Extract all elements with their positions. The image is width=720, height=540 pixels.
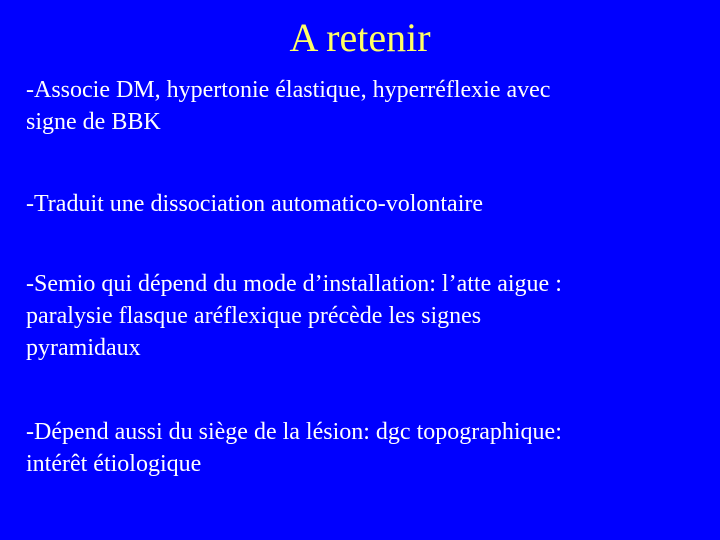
slide-title: A retenir (289, 15, 431, 60)
bullet-line: -Associe DM, hypertonie élastique, hyperréflexie avec (26, 77, 551, 103)
bullet-line: -Dépend aussi du siège de la lésion: dgc topographique: (26, 419, 562, 445)
bullet-item (26, 188, 483, 220)
bullet-line: intérêt étiologique (26, 451, 202, 477)
bullet-item (26, 416, 562, 480)
bullet-line: paralysie flasque aréflexique précède les signes (26, 303, 482, 329)
bullet-item (26, 268, 562, 364)
bullet-line: -Semio qui dépend du mode d’installation: l’atte aigue : (26, 271, 562, 297)
bullet-line: -Traduit une dissociation automatico-volontaire (26, 191, 484, 217)
bullet-item (26, 74, 550, 138)
bullet-line: signe de BBK (26, 109, 161, 135)
bullet-line: pyramidaux (26, 335, 141, 361)
